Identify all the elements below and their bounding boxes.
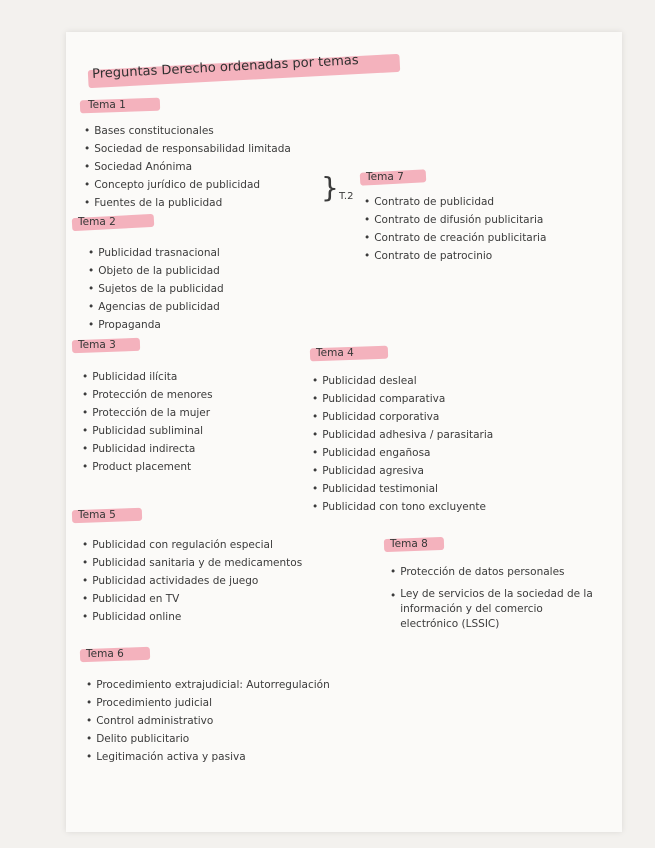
tema2-list — [88, 244, 224, 334]
list-item: • Protección de datos personales — [390, 563, 600, 581]
list-item: • Publicidad con tono excluyente — [312, 498, 493, 516]
list-item: • Sujetos de la publicidad — [88, 280, 224, 298]
bullet-icon: • — [364, 196, 371, 208]
list-item: • Protección de menores — [82, 386, 213, 404]
list-item: • Publicidad sanitaria y de medicamentos — [82, 554, 302, 572]
list-item: • Control administrativo — [86, 712, 330, 730]
list-item: • Bases constitucionales — [84, 122, 291, 140]
bullet-icon: • — [390, 566, 397, 578]
page-title: Preguntas Derecho ordenadas por temas — [91, 53, 359, 82]
tema3-list — [82, 368, 213, 476]
list-item: • Product placement — [82, 458, 213, 476]
brace-icon: } — [321, 171, 339, 204]
list-item: • Publicidad comparativa — [312, 390, 493, 408]
bullet-icon: • — [82, 443, 89, 455]
list-item: • Publicidad indirecta — [82, 440, 213, 458]
bullet-icon: • — [364, 214, 371, 226]
bullet-icon: • — [82, 425, 89, 437]
bullet-icon: • — [86, 751, 93, 763]
tema5-label: Tema 5 — [78, 509, 116, 521]
bullet-icon: • — [312, 429, 319, 441]
bullet-icon: • — [312, 465, 319, 477]
list-item: • Publicidad ilícita — [82, 368, 213, 386]
list-item: • Publicidad desleal — [312, 372, 493, 390]
list-item: • Contrato de creación publicitaria — [364, 229, 546, 247]
list-item: • Publicidad trasnacional — [88, 244, 224, 262]
list-item: • Publicidad engañosa — [312, 444, 493, 462]
tema1-list — [84, 122, 291, 212]
bullet-icon: • — [82, 371, 89, 383]
bullet-icon: • — [312, 447, 319, 459]
bullet-icon: • — [88, 247, 95, 259]
bullet-icon: • — [82, 593, 89, 605]
bullet-icon: • — [86, 733, 93, 745]
list-item: • Legitimación activa y pasiva — [86, 748, 330, 766]
tema4-list — [312, 372, 493, 516]
bullet-icon: • — [86, 697, 93, 709]
bullet-icon: • — [390, 590, 397, 602]
tema7-label: Tema 7 — [366, 171, 404, 183]
list-item: • Ley de servicios de la sociedad de la información y del comercio electrónico (LSSIC) — [390, 588, 593, 630]
bullet-icon: • — [312, 501, 319, 513]
bullet-icon: • — [82, 461, 89, 473]
bullet-icon: • — [84, 143, 91, 155]
tema6-label: Tema 6 — [86, 648, 124, 660]
tema7-list — [364, 193, 546, 265]
bullet-icon: • — [312, 411, 319, 423]
bullet-icon: • — [84, 179, 91, 191]
bullet-icon: • — [86, 715, 93, 727]
tema5-list — [82, 536, 302, 626]
list-item: • Objeto de la publicidad — [88, 262, 224, 280]
bullet-icon: • — [82, 575, 89, 587]
bullet-icon: • — [364, 232, 371, 244]
tema3-label: Tema 3 — [78, 339, 116, 351]
bullet-icon: • — [84, 161, 91, 173]
list-item: • Protección de la mujer — [82, 404, 213, 422]
list-item: • Publicidad actividades de juego — [82, 572, 302, 590]
list-item: • Contrato de publicidad — [364, 193, 546, 211]
bullet-icon: • — [88, 265, 95, 277]
list-item: • Procedimiento judicial — [86, 694, 330, 712]
list-item: • Sociedad Anónima — [84, 158, 291, 176]
list-item: • Publicidad online — [82, 608, 302, 626]
list-item: • Publicidad adhesiva / parasitaria — [312, 426, 493, 444]
list-item: • Publicidad testimonial — [312, 480, 493, 498]
bullet-icon: • — [312, 483, 319, 495]
tema6-list — [86, 676, 330, 766]
tema2-label: Tema 2 — [78, 216, 116, 228]
bullet-icon: • — [84, 197, 91, 209]
bullet-icon: • — [312, 393, 319, 405]
bullet-icon: • — [88, 319, 95, 331]
bullet-icon: • — [82, 539, 89, 551]
bullet-icon: • — [88, 301, 95, 313]
tema8-list — [390, 563, 600, 632]
bullet-icon: • — [312, 375, 319, 387]
list-item: • Propaganda — [88, 316, 224, 334]
bullet-icon: • — [82, 389, 89, 401]
list-item: • Fuentes de la publicidad — [84, 194, 291, 212]
bullet-icon: • — [86, 679, 93, 691]
bullet-icon: • — [364, 250, 371, 262]
bullet-icon: • — [82, 407, 89, 419]
bullet-icon: • — [88, 283, 95, 295]
list-item: • Publicidad corporativa — [312, 408, 493, 426]
list-item: • Publicidad subliminal — [82, 422, 213, 440]
bullet-icon: • — [82, 557, 89, 569]
tema8-label: Tema 8 — [390, 538, 428, 550]
list-item: • Agencias de publicidad — [88, 298, 224, 316]
list-item: • Procedimiento extrajudicial: Autorregulación — [86, 676, 330, 694]
tema4-label: Tema 4 — [316, 347, 354, 359]
brace-note: T.2 — [339, 191, 354, 202]
list-item: • Sociedad de responsabilidad limitada — [84, 140, 291, 158]
list-item: • Contrato de patrocinio — [364, 247, 546, 265]
list-item: • Publicidad en TV — [82, 590, 302, 608]
list-item: • Publicidad agresiva — [312, 462, 493, 480]
bullet-icon: • — [82, 611, 89, 623]
list-item: • Contrato de difusión publicitaria — [364, 211, 546, 229]
bullet-icon: • — [84, 125, 91, 137]
tema1-label: Tema 1 — [88, 99, 126, 111]
list-item: • Concepto jurídico de publicidad — [84, 176, 291, 194]
list-item: • Publicidad con regulación especial — [82, 536, 302, 554]
list-item: • Delito publicitario — [86, 730, 330, 748]
